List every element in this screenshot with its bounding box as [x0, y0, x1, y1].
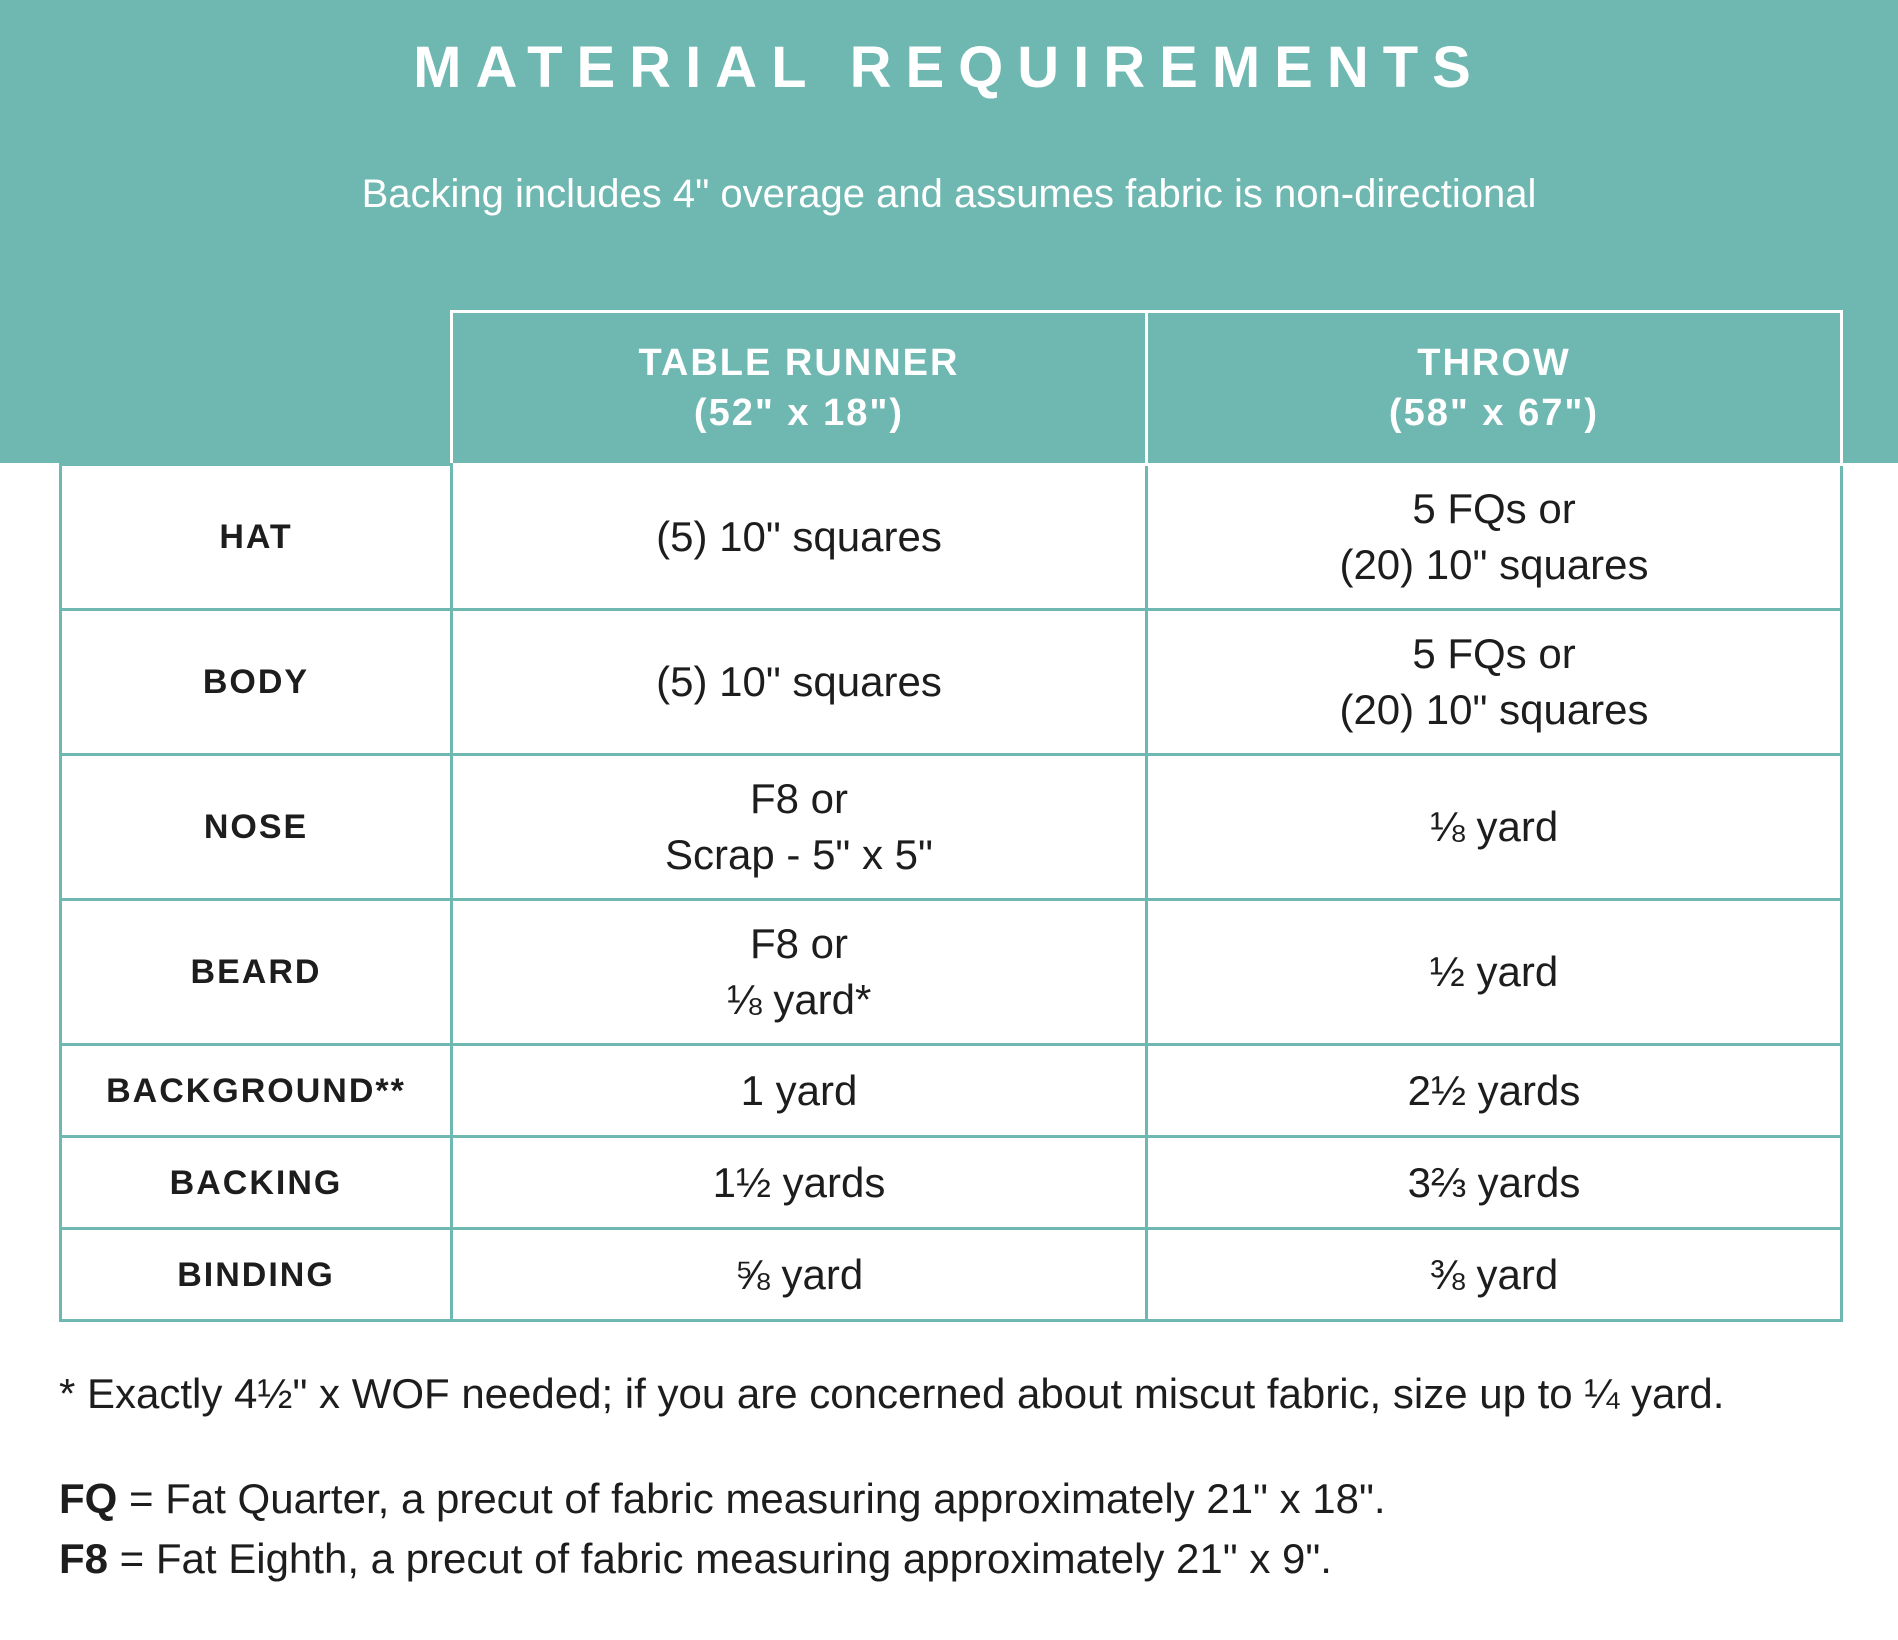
throw-cell — [1147, 465, 1842, 610]
row-label: BACKING — [61, 1137, 452, 1229]
cell-text: (5) 10" squares — [656, 658, 942, 705]
column-header-name: TABLE RUNNER — [638, 342, 960, 384]
page-subtitle: Backing includes 4" overage and assumes fabric is non-directional — [361, 172, 1537, 216]
column-header-size: (52" x 18") — [693, 392, 905, 434]
throw-cell — [1147, 755, 1842, 900]
cell-text: (20) 10" squares — [1339, 686, 1649, 733]
definition-term: F8 — [59, 1535, 109, 1582]
definition-f8 — [59, 1535, 1332, 1583]
cell-text: 5 FQs or — [1412, 630, 1576, 677]
cell-text: ½ yard — [1429, 948, 1559, 995]
row-label: BINDING — [61, 1229, 452, 1321]
throw-cell — [1147, 1045, 1842, 1137]
column-header-size: (58" x 67") — [1388, 392, 1600, 434]
cell-text: F8 or — [749, 775, 849, 822]
runner-cell — [452, 1045, 1147, 1137]
cell-text: ⅜ yard — [1429, 1250, 1559, 1298]
runner-cell — [452, 610, 1147, 755]
definition-text: = Fat Quarter, a precut of fabric measuring approximately 21" x 18". — [117, 1475, 1386, 1522]
cell-text: F8 or — [749, 920, 849, 967]
cell-text: 2½ yards — [1407, 1066, 1581, 1114]
cell-text: ⅛ yard* — [726, 976, 872, 1023]
runner-cell — [452, 900, 1147, 1045]
table-row — [61, 465, 1842, 610]
table-row — [61, 900, 1842, 1045]
table-row — [61, 1045, 1842, 1137]
table-row — [61, 755, 1842, 900]
runner-cell — [452, 1137, 1147, 1229]
cell-text: (20) 10" squares — [1339, 541, 1649, 588]
cell-text: 1½ yards — [712, 1158, 886, 1206]
footnote: * Exactly 4½" x WOF needed; if you are concerned about miscut fabric, size up to ¼ yard. — [59, 1370, 1725, 1417]
column-header-throw — [1147, 312, 1842, 465]
header-corner — [61, 312, 452, 465]
definition-fq — [59, 1475, 1386, 1523]
definition-term: FQ — [59, 1475, 118, 1522]
table-row — [61, 1137, 1842, 1229]
row-label: HAT — [61, 465, 452, 610]
throw-cell — [1147, 1137, 1842, 1229]
cell-text: 1 yard — [740, 1066, 858, 1114]
cell-text: Scrap - 5" x 5" — [665, 831, 933, 878]
definition-text: = Fat Eighth, a precut of fabric measuring approximately 21" x 9". — [108, 1535, 1332, 1582]
cell-text: 3⅔ yards — [1407, 1158, 1581, 1206]
runner-cell — [452, 755, 1147, 900]
column-header-runner — [452, 312, 1147, 465]
table-header-row — [61, 312, 1842, 465]
cell-text: (5) 10" squares — [656, 513, 942, 560]
throw-cell — [1147, 1229, 1842, 1321]
row-label: NOSE — [61, 755, 452, 900]
throw-cell — [1147, 900, 1842, 1045]
table-row — [61, 1229, 1842, 1321]
requirements-table — [59, 310, 1843, 1322]
cell-text: ⅝ yard — [734, 1250, 864, 1298]
row-label: BACKGROUND** — [61, 1045, 452, 1137]
column-header-name: THROW — [1417, 342, 1571, 384]
runner-cell — [452, 1229, 1147, 1321]
cell-text: ⅛ yard — [1429, 803, 1559, 850]
throw-cell — [1147, 610, 1842, 755]
cell-text: 5 FQs or — [1412, 485, 1576, 532]
row-label: BODY — [61, 610, 452, 755]
table-row — [61, 610, 1842, 755]
row-label: BEARD — [61, 900, 452, 1045]
page-title: MATERIAL REQUIREMENTS — [413, 35, 1485, 100]
runner-cell — [452, 465, 1147, 610]
